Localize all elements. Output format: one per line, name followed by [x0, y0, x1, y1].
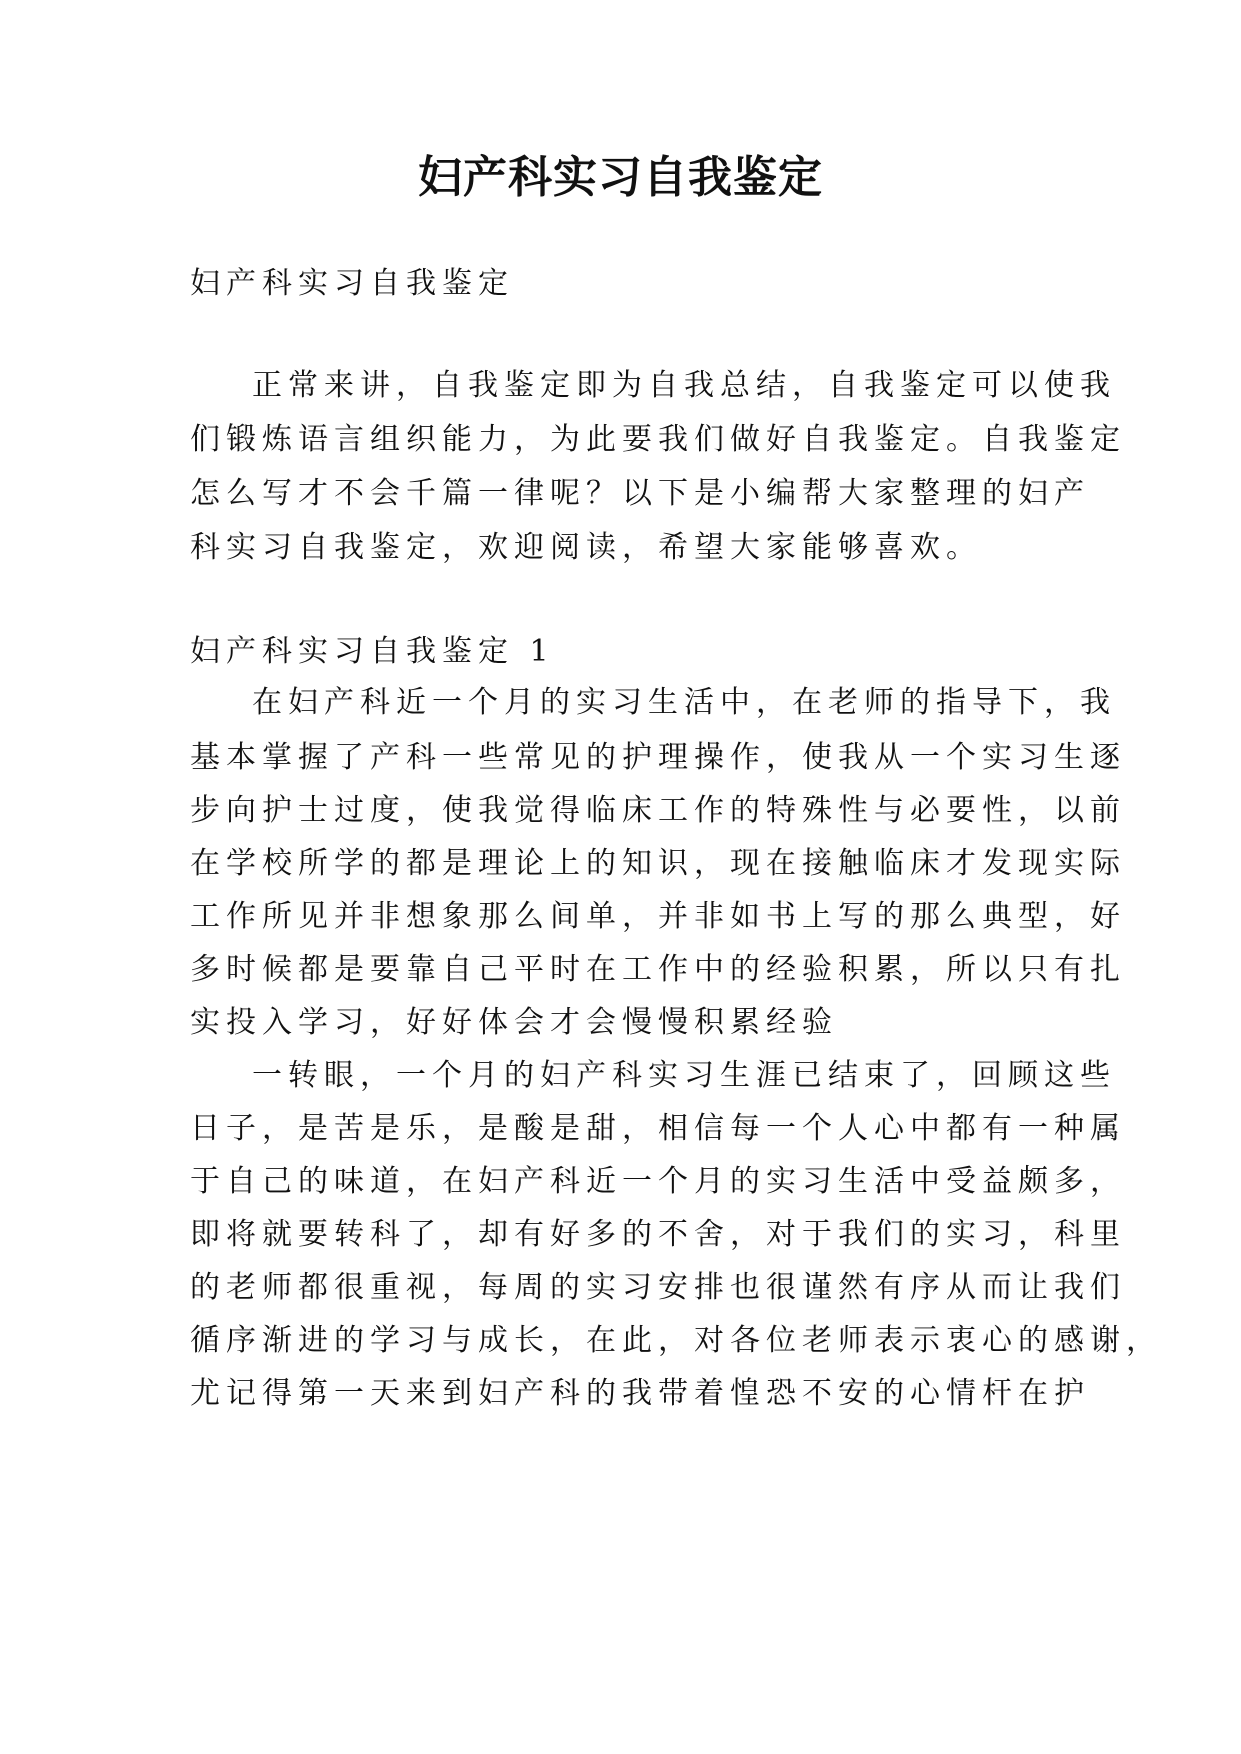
paragraph-line: 尤记得第一天来到妇产科的我带着惶恐不安的心情杆在护 — [190, 1376, 1090, 1411]
paragraph-line: 多时候都是要靠自己平时在工作中的经验积累，所以只有扎 — [190, 952, 1126, 987]
paragraph-line: 的老师都很重视，每周的实习安排也很谨然有序从而让我们 — [190, 1270, 1126, 1305]
paragraph-line: 日子，是苦是乐，是酸是甜，相信每一个人心中都有一种属 — [190, 1111, 1126, 1146]
paragraph-line: 一转眼，一个月的妇产科实习生涯已结束了，回顾这些 — [252, 1058, 1116, 1093]
paragraph-line: 循序渐进的学习与成长，在此，对各位老师表示衷心的感谢， — [190, 1323, 1162, 1358]
paragraph-line: 在学校所学的都是理论上的知识，现在接触临床才发现实际 — [190, 846, 1126, 881]
paragraph-line: 即将就要转科了，却有好多的不舍，对于我们的实习，科里 — [190, 1217, 1126, 1252]
paragraph-line: 工作所见并非想象那么间单，并非如书上写的那么典型，好 — [190, 899, 1126, 934]
intro-line: 正常来讲，自我鉴定即为自我总结，自我鉴定可以使我 — [252, 368, 1116, 403]
section-heading: 妇产科实习自我鉴定 1 — [190, 634, 555, 669]
paragraph-line: 实投入学习，好好体会才会慢慢积累经验 — [190, 1005, 838, 1040]
intro-line: 们锻炼语言组织能力，为此要我们做好自我鉴定。自我鉴定 — [190, 422, 1126, 457]
paragraph-line: 在妇产科近一个月的实习生活中，在老师的指导下，我 — [252, 685, 1116, 720]
paragraph-line: 于自己的味道，在妇产科近一个月的实习生活中受益颇多， — [190, 1164, 1126, 1199]
paragraph-line: 步向护士过度，使我觉得临床工作的特殊性与必要性，以前 — [190, 793, 1126, 828]
intro-line: 科实习自我鉴定，欢迎阅读，希望大家能够喜欢。 — [190, 530, 982, 565]
paragraph-line: 基本掌握了产科一些常见的护理操作，使我从一个实习生逐 — [190, 740, 1126, 775]
document-title: 妇产科实习自我鉴定 — [418, 152, 823, 203]
intro-line: 怎么写才不会千篇一律呢？以下是小编帮大家整理的妇产 — [190, 476, 1090, 511]
document-subtitle: 妇产科实习自我鉴定 — [190, 266, 514, 301]
